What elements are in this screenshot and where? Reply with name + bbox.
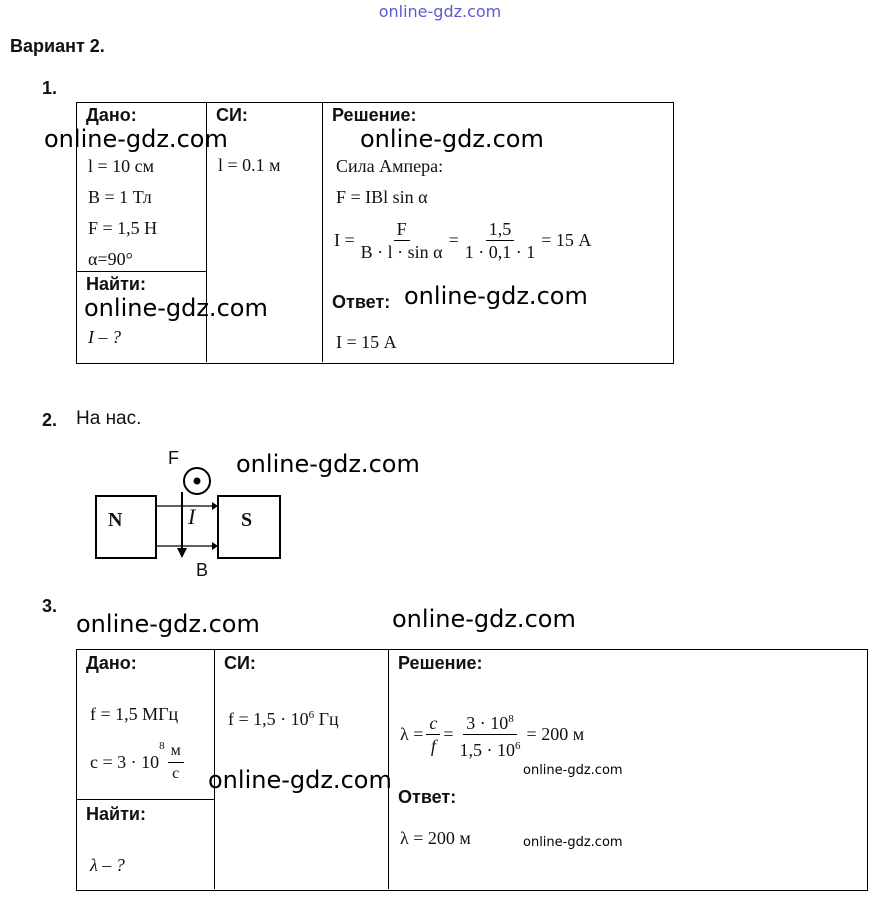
magnet-n-label: N: [108, 509, 123, 531]
watermark-text[interactable]: online-gdz.com: [404, 282, 588, 310]
task1-find-header: Найти:: [86, 274, 146, 294]
task3-si-base: f = 1,5 · 10: [228, 709, 309, 729]
task1-frac1-num: F: [394, 218, 410, 241]
task1-given-f: F = 1,5 Н: [88, 218, 158, 238]
task1-eq-lhs: I =: [334, 230, 355, 250]
task1-given-alpha: α=90°: [88, 249, 133, 269]
task3-si-header: СИ:: [224, 653, 256, 673]
task3-frac2-den-base: 1,5 · 10: [459, 740, 516, 760]
field-label: B: [196, 560, 209, 580]
task3-number: 3.: [42, 596, 58, 616]
task3-table: [76, 649, 868, 891]
current-arrowhead: [177, 548, 187, 558]
task3-given-f: f = 1,5 МГц: [90, 704, 179, 724]
watermark-small[interactable]: online-gdz.com: [523, 835, 623, 850]
task1-given-b: B = 1 Тл: [88, 187, 152, 207]
task3-frac2-num: [463, 708, 517, 735]
task3-solution-header: Решение:: [398, 653, 483, 673]
watermark-text[interactable]: online-gdz.com: [392, 605, 576, 633]
task3-si-exp: 6: [308, 709, 315, 721]
force-label: F: [168, 448, 179, 468]
task1-frac1-den: B · l · sin α: [360, 242, 443, 262]
task3-answer-value: λ = 200 м: [400, 828, 471, 848]
watermark-text[interactable]: online-gdz.com: [236, 450, 420, 478]
task3-find-value: λ – ?: [90, 855, 125, 875]
task1-frac2-num: 1,5: [486, 218, 515, 241]
task1-given-header: Дано:: [86, 105, 137, 125]
task3-frac1-num: c: [426, 712, 440, 735]
task1-eq-rhs: = 15 А: [541, 230, 592, 250]
watermark-small[interactable]: online-gdz.com: [523, 763, 623, 778]
task1-given-find-divider: [76, 271, 206, 272]
task3-find-header: Найти:: [86, 804, 146, 824]
task3-fraction-2: [457, 708, 524, 761]
watermark-text[interactable]: online-gdz.com: [208, 766, 392, 794]
watermark-text[interactable]: online-gdz.com: [76, 610, 260, 638]
watermark-top[interactable]: online-gdz.com: [378, 2, 502, 21]
task2-text: На нас.: [76, 408, 142, 429]
task2-number: 2.: [42, 410, 58, 430]
task1-fraction-2: [462, 218, 539, 263]
watermark-text[interactable]: online-gdz.com: [84, 294, 268, 322]
task3-frac2-den: [457, 735, 524, 761]
current-label: I: [188, 504, 196, 529]
task3-eq-mid: =: [443, 724, 454, 744]
task3-frac1-den: f: [430, 736, 436, 756]
task3-formula: [400, 708, 584, 761]
task1-solution-header: Решение:: [332, 105, 417, 125]
task1-number: 1.: [42, 78, 58, 98]
force-dot: [194, 478, 201, 485]
task3-given-find-divider: [76, 799, 214, 800]
task1-solution-line-2: F = IBl sin α: [336, 187, 428, 207]
task3-frac2-den-exp: 6: [515, 740, 521, 752]
task3-given-c-value: c = 3 · 10: [90, 752, 160, 772]
task3-frac2-num-exp: 8: [508, 713, 514, 725]
task1-frac2-den: 1 · 0,1 · 1: [464, 242, 536, 262]
task3-given-c-exp: 8: [159, 740, 165, 752]
task1-divider-2: [322, 102, 323, 362]
task3-given-c-unit-den: с: [172, 765, 180, 782]
task3-eq-lhs: λ =: [400, 724, 424, 744]
task1-answer-header: Ответ:: [332, 292, 391, 312]
watermark-text[interactable]: online-gdz.com: [360, 125, 544, 153]
task1-si-header: СИ:: [216, 105, 248, 125]
task1-given-l: l = 10 см: [88, 156, 155, 176]
task3-given-c: [90, 740, 187, 785]
task3-eq-rhs: = 200 м: [526, 724, 585, 744]
task1-fraction-1: [358, 218, 446, 263]
task3-fraction-1: [426, 712, 440, 757]
watermark-text[interactable]: online-gdz.com: [44, 125, 228, 153]
task1-solution-line-1: Сила Ампера:: [336, 156, 444, 176]
task1-si-value: l = 0.1 м: [218, 155, 281, 175]
task3-given-c-unit: [168, 740, 184, 785]
task1-eq-mid: =: [448, 230, 459, 250]
task1-formula: [334, 218, 591, 263]
task3-frac2-num-base: 3 · 10: [466, 713, 509, 733]
task3-given-header: Дано:: [86, 653, 137, 673]
page-title: Вариант 2.: [10, 36, 105, 56]
task1-find-value: I – ?: [88, 327, 121, 347]
task3-si-unit: Гц: [318, 709, 339, 729]
task3-si-value: [228, 709, 339, 730]
magnet-n: [96, 496, 156, 558]
magnet-s-label: S: [241, 509, 253, 531]
task3-answer-header: Ответ:: [398, 787, 457, 807]
task3-given-c-unit-num: м: [168, 740, 184, 763]
task1-answer-value: I = 15 А: [336, 332, 397, 352]
